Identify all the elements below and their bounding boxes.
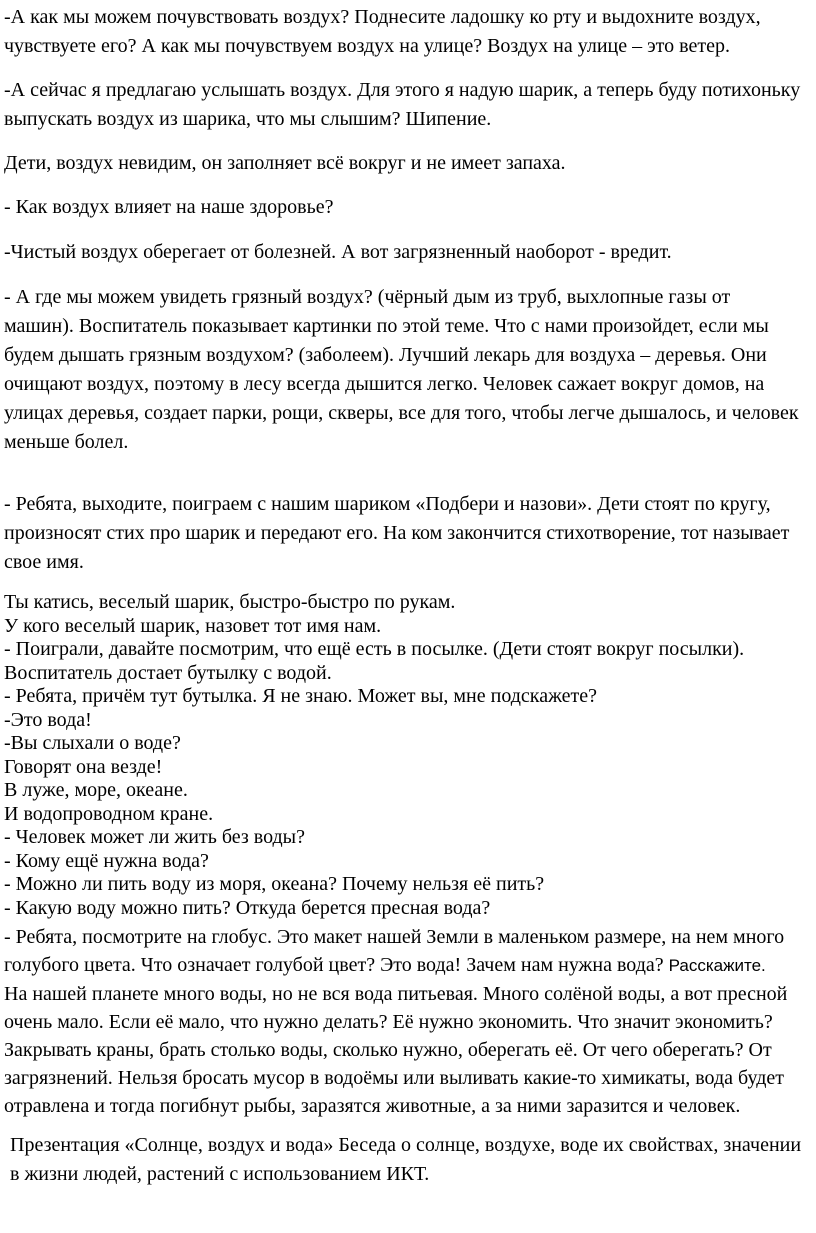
- para-clean-air: -Чистый воздух оберегает от болезней. А вот загрязненный наоборот - вредит.: [4, 241, 672, 263]
- para-balloon-game: - Ребята, выходите, поиграем с нашим шариком «Подбери и назови». Дети стоят по кругу, произносят стих про шарик и передают его. На ком закончится стихотворение, тот называет свое имя.: [4, 493, 790, 573]
- para-dirty-air: - А где мы можем увидеть грязный воздух? (чёрный дым из труб, выхлопные газы от машин). Воспитатель показывает картинки по этой теме. Что с нами произойдет, если мы будем дышать грязным воздухом? (заболеем). Лучший лекарь для воздуха – деревья. Они очищают воздух, поэтому в лесу всегда дышится легко. Человек сажает вокруг домов, на улицах деревья, создает парки, рощи, скверы, все для того, чтобы легче дышалось, и человек меньше болел.: [4, 286, 799, 453]
- question-fresh-water: - Какую воду можно пить? Откуда берется пресная вода?: [4, 896, 491, 919]
- line-bottle-question: - Ребята, причём тут бутылка. Я не знаю. Может вы, мне подскажете?: [4, 685, 598, 707]
- para-air-invisible: Дети, воздух невидим, он заполняет всё вокруг и не имеет запаха.: [4, 152, 566, 174]
- dialog-block: [4, 591, 802, 920]
- line-balloon-rhyme-1: Ты катись, веселый шарик, быстро-быстро по рукам.: [4, 591, 456, 613]
- line-its-water: -Это вода!: [4, 708, 92, 731]
- globe-tell-us-text: Расскажите.: [668, 956, 766, 975]
- line-heard-of-water: -Вы слыхали о воде?: [4, 732, 181, 754]
- globe-text: - Ребята, посмотрите на глобус. Это макет нашей Земли в маленьком размере, на нем много голубого цвета. Что означает голубой цвет? Это вода! Зачем нам нужна вода?: [4, 926, 785, 976]
- line-puddle-sea-ocean: В луже, море, океане.: [4, 779, 188, 801]
- question-who-needs-water: - Кому ещё нужна вода?: [4, 849, 209, 872]
- question-live-without-water: - Человек может ли жить без воды?: [4, 826, 305, 848]
- para-globe: [4, 923, 802, 980]
- para-hear-air: -А сейчас я предлагаю услышать воздух. Для этого я надую шарик, а теперь буду потихоньку выпускать воздух из шарика, что мы слышим? Шипение.: [4, 79, 801, 130]
- line-water-tap: И водопроводном кране.: [4, 802, 214, 825]
- para-save-water: На нашей планете много воды, но не вся вода питьевая. Много солёной воды, а вот пресной очень мало. Если её мало, что нужно делать? Её нужно экономить. Что значит экономить? Закрывать краны, брать столько воды, сколько нужно, оберегать её. От чего оберегать? От загрязнений. Нельзя бросать мусор в водоёмы или выливать какие-то химикаты, вода будет отравлена и тогда погибнут рыбы, заразятся животные, а за ними заразится и человек.: [4, 983, 788, 1117]
- line-water-everywhere: Говорят она везде!: [4, 755, 163, 778]
- question-sea-water: - Можно ли пить воду из моря, океана? Почему нельзя её пить?: [4, 873, 545, 895]
- para-feel-air: -А как мы можем почувствовать воздух? Поднесите ладошку ко рту и выдохните воздух, чувствуете его? А как мы почувствуем воздух на улице? Воздух на улице – это ветер.: [4, 6, 761, 57]
- para-presentation: Презентация «Солнце, воздух и вода» Беседа о солнце, воздухе, воде их свойствах, значении в жизни людей, растений с использованием ИКТ.: [10, 1134, 802, 1185]
- line-balloon-rhyme-2: У кого веселый шарик, назовет тот имя нам.: [4, 614, 382, 637]
- question-air-health: - Как воздух влияет на наше здоровье?: [4, 196, 334, 218]
- line-look-in-parcel: - Поиграли, давайте посмотрим, что ещё есть в посылке. (Дети стоят вокруг посылки). Воспитатель достает бутылку с водой.: [4, 638, 745, 684]
